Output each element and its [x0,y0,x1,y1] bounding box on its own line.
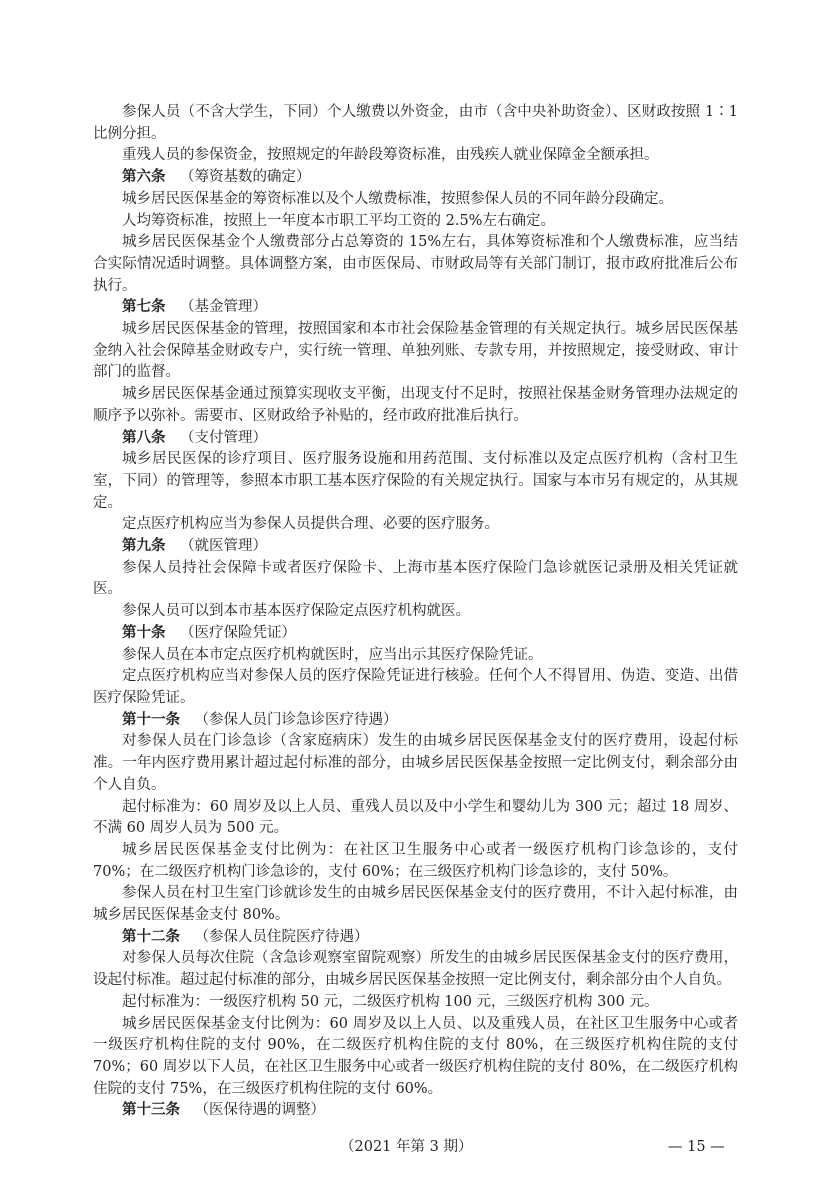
article-title: （医保待遇的调整） [194,1102,325,1119]
article-number: 第十三条 [122,1102,180,1119]
body-paragraph: 参保人员在本市定点医疗机构就医时，应当出示其医疗保险凭证。 [122,646,543,663]
body-paragraph: 城乡居民医保基金通过预算实现收支平衡，出现支付不足时，按照社保基金财务管理办法规定的顺序予以弥补。需要市、区财政给予补贴的，经市政府批准后执行。 [93,386,738,424]
body-paragraph: 城乡居民医保基金支付比例为：在社区卫生服务中心或者一级医疗机构门诊急诊的，支付 70%；在二级医疗机构门诊急诊的，支付 60%；在三级医疗机构门诊急诊的，支付 50%。 [93,841,738,880]
body-paragraph: 起付标准为：60 周岁及以上人员、重残人员以及中小学生和婴幼儿为 300 元；超过 18 周岁、不满 60 周岁人员为 500 元。 [93,798,738,837]
article-title: （医疗保险凭证） [180,624,296,641]
article-number: 第十条 [122,624,166,641]
body-paragraph: 参保人员在村卫生室门诊就诊发生的由城乡居民医保基金支付的医疗费用，不计入起付标准，由城乡居民医保基金支付 80%。 [93,885,738,924]
body-paragraph: 参保人员可以到本市基本医疗保险定点医疗机构就医。 [122,603,470,620]
article-number: 第八条 [122,429,166,446]
body-paragraph: 对参保人员在门诊急诊（含家庭病床）发生的由城乡居民医保基金支付的医疗费用，设起付标准。一年内医疗费用累计超过起付标准的部分，由城乡居民医保基金按照一定比例支付，剩余部分由个人自负。 [93,733,738,793]
body-paragraph: 城乡居民医保的诊疗项目、医疗服务设施和用药范围、支付标准以及定点医疗机构（含村卫生室，下同）的管理等，参照本市职工基本医疗保险的有关规定执行。国家与本市另有规定的，从其规定。 [93,451,738,511]
body-paragraph: 城乡居民医保基金个人缴费部分占总筹资的 15%左右，具体筹资标准和个人缴费标准，应当结合实际情况适时调整。具体调整方案，由市医保局、市财政局等有关部门制订，报市政府批准后公布执行。 [93,234,738,294]
article-number: 第六条 [122,169,166,186]
article-heading [93,428,738,450]
article-heading [93,623,738,645]
article-heading [93,536,738,558]
body-paragraph: 城乡居民医保基金的筹资标准以及个人缴费标准，按照参保人员的不同年龄分段确定。 [122,190,673,207]
page-footer [93,1136,738,1160]
body-paragraph: 定点医疗机构应当为参保人员提供合理、必要的医疗服务。 [122,516,499,533]
article-title: （支付管理） [180,429,267,446]
article-number: 第十二条 [122,928,180,945]
document-body [93,102,738,1122]
body-paragraph: 参保人员（不含大学生，下同）个人缴费以外资金，由市（含中央补助资金）、区财政按照 1∶1 比例分担。 [93,104,738,142]
article-title: （就医管理） [180,538,267,555]
body-paragraph: 定点医疗机构应当对参保人员的医疗保险凭证进行核验。任何个人不得冒用、伪造、变造、出借医疗保险凭证。 [93,668,738,706]
body-paragraph: 城乡居民医保基金的管理，按照国家和本市社会保险基金管理的有关规定执行。城乡居民医保基金纳入社会保障基金财政专户，实行统一管理、单独列账、专款专用，并按照规定，接受财政、审计部门的监督。 [93,321,738,381]
article-heading [93,927,738,949]
article-number: 第九条 [122,538,166,555]
article-heading [93,167,738,189]
issue-label: （2021 年第 3 期） [340,1139,473,1156]
article-title: （参保人员门诊急诊医疗待遇） [194,711,398,728]
article-title: （基金管理） [180,299,267,316]
article-number: 第七条 [122,299,166,316]
body-paragraph: 对参保人员每次住院（含急诊观察室留院观察）所发生的由城乡居民医保基金支付的医疗费用，设起付标准。超过起付标准的部分，由城乡居民医保基金按照一定比例支付，剩余部分由个人自负。 [93,950,738,989]
page-number: — 15 — [668,1139,725,1156]
body-paragraph: 起付标准为：一级医疗机构 50 元，二级医疗机构 100 元，三级医疗机构 300 元。 [122,993,659,1010]
article-heading [93,710,738,732]
body-paragraph: 人均筹资标准，按照上一年度本市职工平均工资的 2.5%左右确定。 [122,212,555,229]
article-title: （筹资基数的确定） [180,169,311,186]
article-number: 第十一条 [122,711,180,728]
article-title: （参保人员住院医疗待遇） [194,928,369,945]
article-heading [93,297,738,319]
body-paragraph: 重残人员的参保资金，按照规定的年龄段筹资标准，由残疾人就业保障金全额承担。 [122,147,659,164]
body-paragraph: 参保人员持社会保障卡或者医疗保险卡、上海市基本医疗保险门急诊就医记录册及相关凭证就医。 [93,559,738,598]
body-paragraph: 城乡居民医保基金支付比例为：60 周岁及以上人员、以及重残人员，在社区卫生服务中心或者一级医疗机构住院的支付 90%，在二级医疗机构住院的支付 80%，在三级医疗机构住院的支付 70%；60 周岁以下人员，在社区卫生服务中心或者一级医疗机构住院的支付 80%，在二级医疗机构住院的支付 75%，在三级医疗机构住院的支付 60%。 [93,1015,738,1097]
article-heading [93,1100,738,1122]
